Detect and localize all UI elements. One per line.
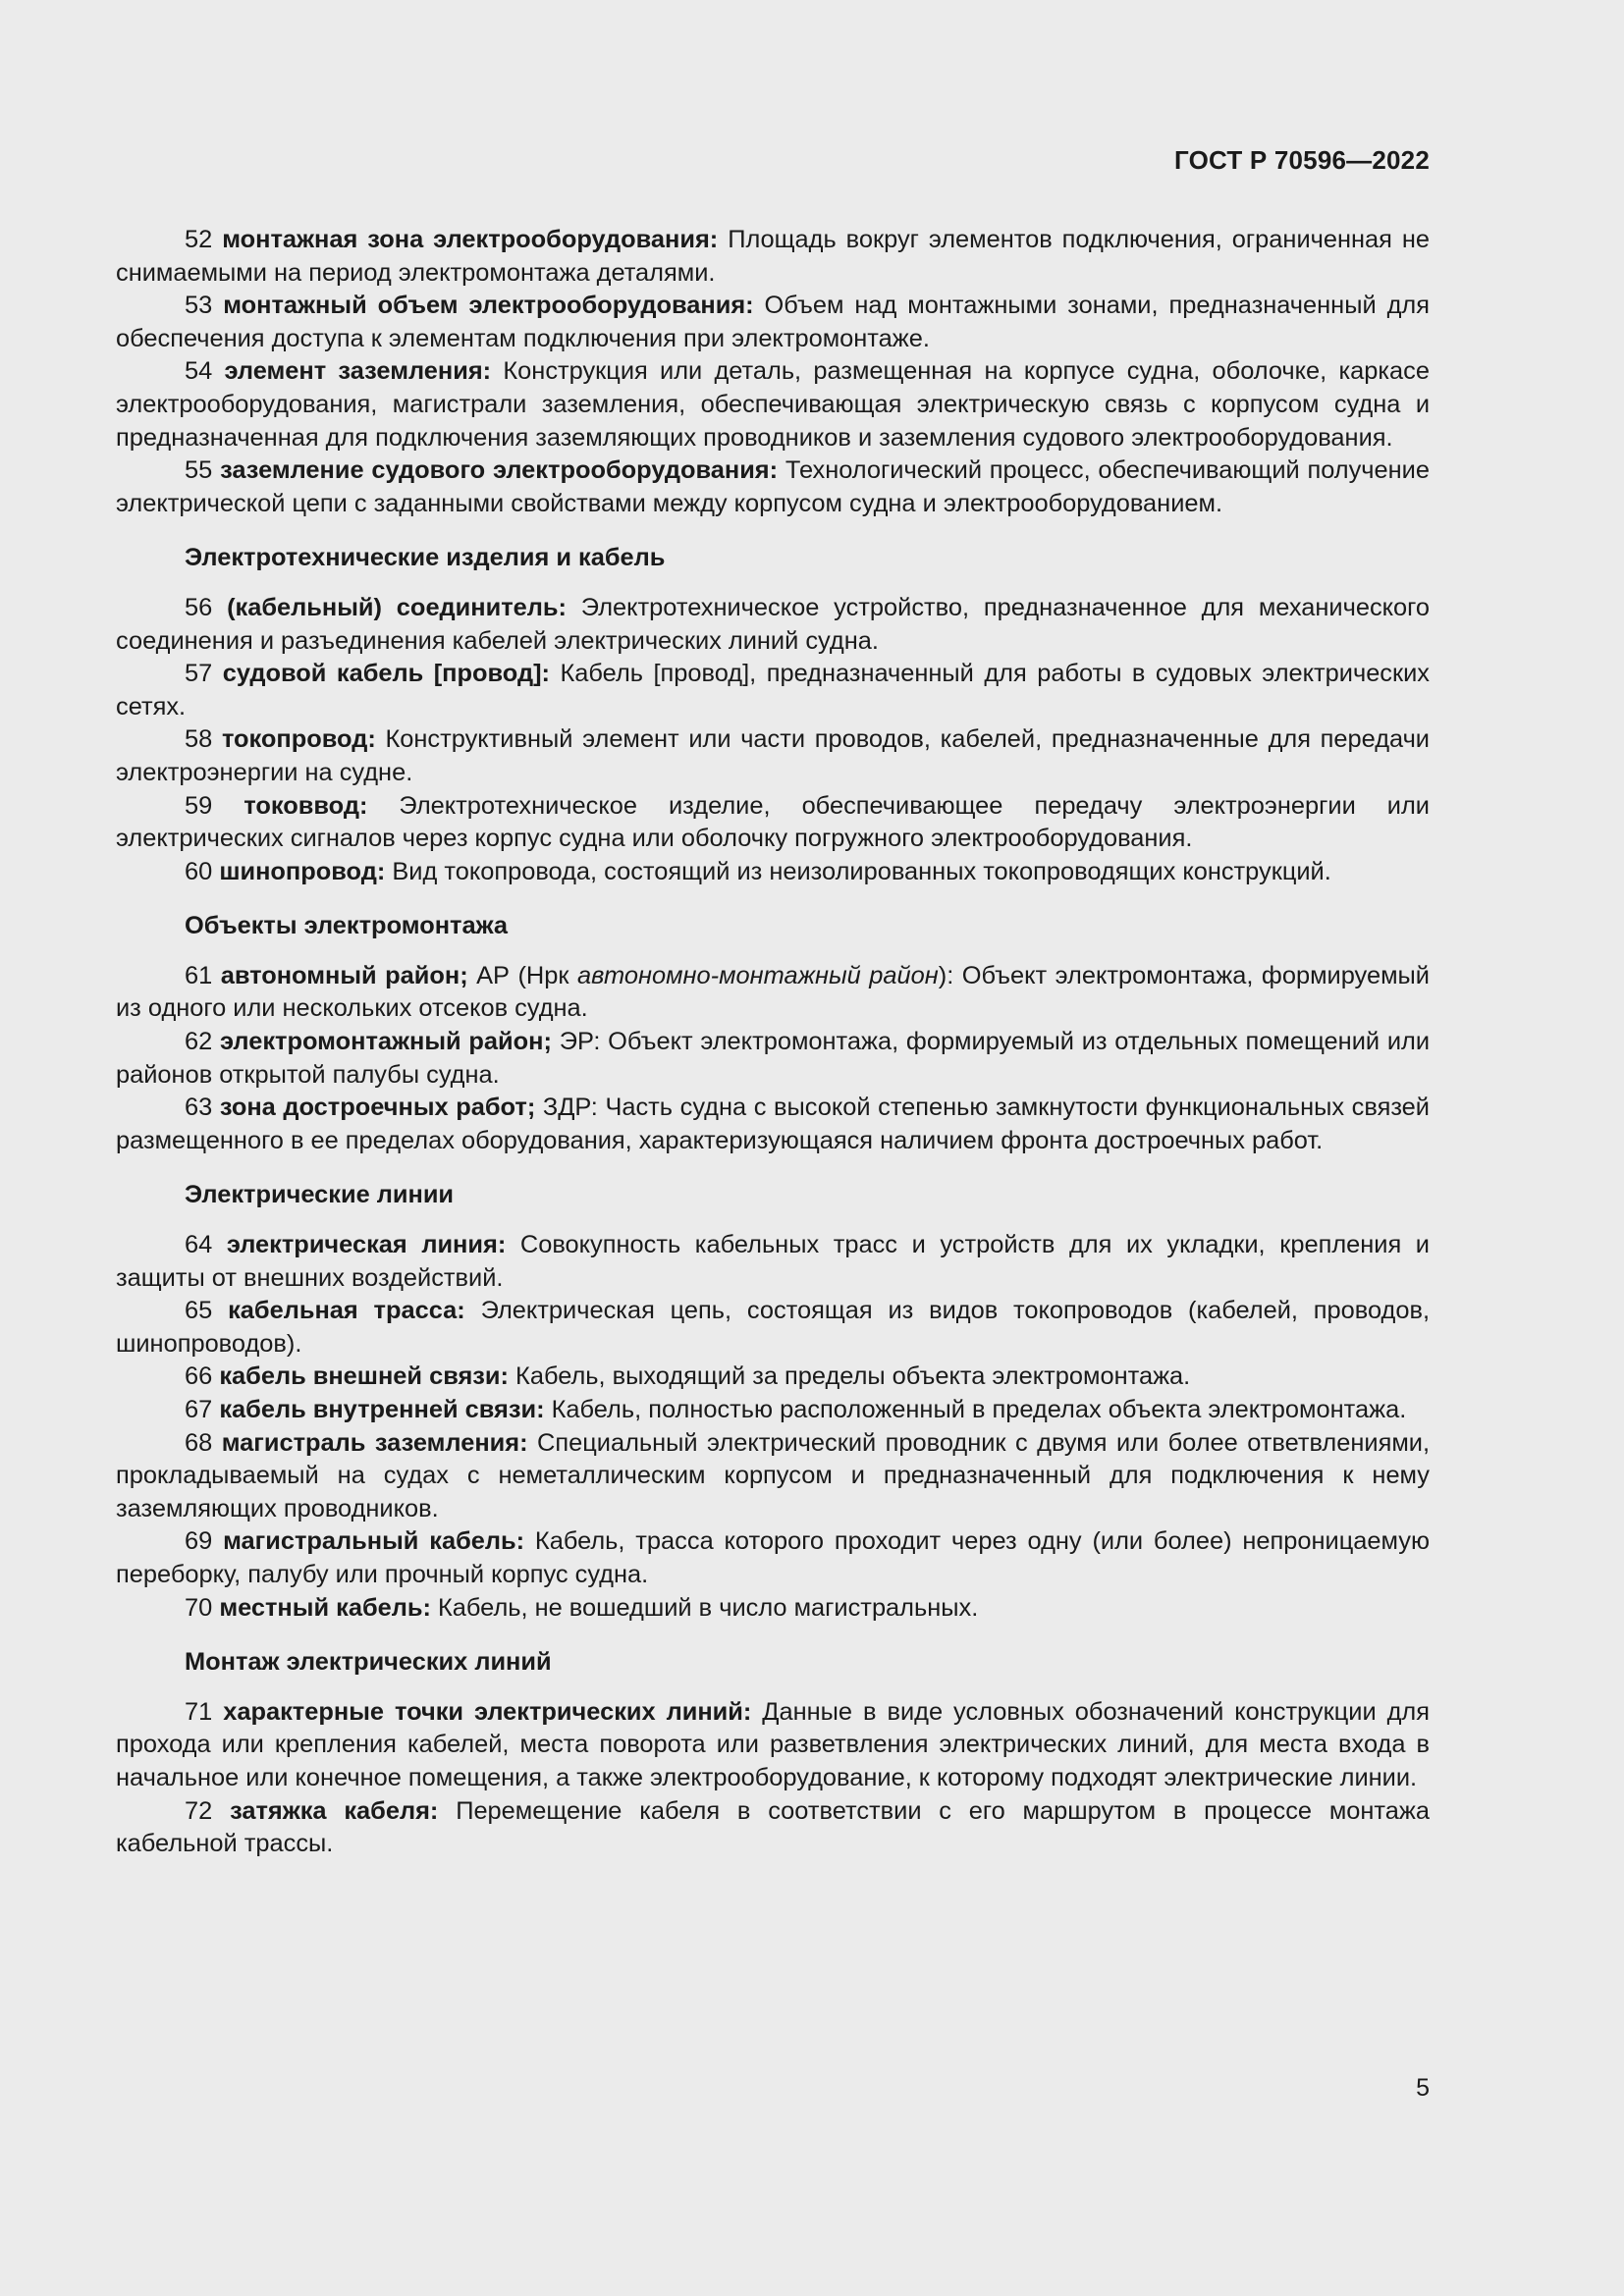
term-number: 61 xyxy=(185,961,213,989)
term-entry-72 xyxy=(116,1795,1430,1861)
term-name: кабель внешней связи: xyxy=(219,1362,509,1391)
section-heading-line-installation: Монтаж электрических линий xyxy=(185,1648,552,1677)
term-number: 70 xyxy=(185,1593,213,1622)
term-name: электромонтажный район; xyxy=(220,1028,552,1056)
document-body xyxy=(116,224,1430,1861)
term-entry-63 xyxy=(116,1092,1430,1157)
term-definition: Кабель, выходящий за пределы объекта электромонтажа. xyxy=(508,1362,1191,1391)
term-entry-58 xyxy=(116,723,1430,789)
term-name: токопровод: xyxy=(221,725,376,754)
term-number: 60 xyxy=(185,857,213,885)
term-definition: Конструктивный элемент или части проводов, кабелей, предназначенные для передачи электроэнергии на судне. xyxy=(116,725,1430,786)
term-number: 65 xyxy=(185,1297,213,1325)
term-number: 62 xyxy=(185,1028,213,1056)
term-entry-67 xyxy=(116,1394,1430,1427)
document-code-header: ГОСТ Р 70596—2022 xyxy=(1174,145,1430,175)
term-number: 64 xyxy=(185,1231,213,1259)
term-number: 52 xyxy=(185,226,213,253)
term-entry-68 xyxy=(116,1427,1430,1526)
term-definition: Перемещение кабеля в соответствии с его маршрутом в процессе монтажа кабельной трассы. xyxy=(116,1796,1430,1858)
term-definition: Объем над монтажными зонами, предназначенный для обеспечения доступа к элементам подключения при электромонтаже. xyxy=(116,292,1430,352)
term-name: (кабельный) соединитель: xyxy=(227,593,567,621)
term-entry-64 xyxy=(116,1229,1430,1295)
term-name: заземление судового электрооборудования: xyxy=(220,456,779,485)
term-definition: Электрическая цепь, состоящая из видов токопроводов (кабелей, проводов, шинопроводов). xyxy=(116,1297,1431,1358)
term-definition: Кабель [провод], предназначенный для работы в судовых электрических сетях. xyxy=(116,660,1430,721)
term-entry-54 xyxy=(116,355,1430,454)
term-name: токоввод: xyxy=(244,791,368,820)
term-name: кабель внутренней связи: xyxy=(219,1396,545,1423)
term-name: судовой кабель [провод]: xyxy=(222,660,551,688)
term-number: 71 xyxy=(185,1697,213,1726)
term-number: 68 xyxy=(185,1428,213,1457)
term-number: 59 xyxy=(185,791,213,820)
section-heading-installation-objects: Объекты электромонтажа xyxy=(185,912,509,940)
term-definition: Конструкция или деталь, размещенная на корпусе судна, оболочке, каркасе электрооборудования, магистрали заземления, обеспечивающая электрическую связь с корпусом судна и предназначенная для подключения заземляющих проводников и заземления судового электрооборудования. xyxy=(116,357,1430,452)
term-definition: Специальный электрический проводник с двумя или более ответвлениями, прокладываемый на судах с неметаллическим корпусом и предназначенный для подключения к нему заземляющих проводников. xyxy=(116,1428,1431,1522)
term-definition-pre: АР (Нрк xyxy=(467,961,577,989)
term-definition: Площадь вокруг элементов подключения, ограниченная не снимаемыми на период электромонтажа деталями. xyxy=(116,226,1430,287)
term-entry-70 xyxy=(116,1592,1430,1626)
term-name: магистральный кабель: xyxy=(223,1527,525,1556)
term-definition: ЗДР: Часть судна с высокой степенью замкнутости функциональных связей размещенного в ее пределах оборудования, характеризующаяся наличием фронта достроечных работ. xyxy=(116,1094,1430,1154)
term-number: 54 xyxy=(185,357,213,386)
term-name: шинопровод: xyxy=(219,857,386,885)
term-entry-60 xyxy=(116,856,1430,889)
term-number: 69 xyxy=(185,1527,213,1556)
term-deprecated-synonym: автономно-монтажный район xyxy=(576,961,939,989)
term-entry-66 xyxy=(116,1361,1430,1394)
term-name: зона достроечных работ; xyxy=(219,1094,536,1122)
term-name: местный кабель: xyxy=(219,1593,431,1622)
term-number: 63 xyxy=(185,1094,213,1122)
term-definition: Кабель, трасса которого проходит через одну (или более) непроницаемую переборку, палубу или прочный корпус судна. xyxy=(116,1527,1431,1588)
term-entry-62 xyxy=(116,1026,1430,1092)
term-definition: Кабель, не вошедший в число магистральных. xyxy=(430,1593,979,1622)
term-number: 72 xyxy=(185,1796,213,1825)
term-number: 58 xyxy=(185,725,213,754)
section-heading-electrical-lines: Электрические линии xyxy=(185,1181,455,1209)
term-name: затяжка кабеля: xyxy=(230,1796,439,1825)
term-number: 67 xyxy=(185,1396,213,1423)
term-definition-post: ): Объект электромонтажа, формируемый из одного или нескольких отсеков судна. xyxy=(116,961,1430,1023)
term-name: элемент заземления: xyxy=(224,357,492,386)
term-definition: Кабель, полностью расположенный в пределах объекта электромонтажа. xyxy=(544,1396,1407,1423)
term-name: монтажный объем электрооборудования: xyxy=(223,292,754,320)
term-entry-52 xyxy=(116,224,1430,290)
term-number: 56 xyxy=(185,593,213,621)
term-entry-69 xyxy=(116,1525,1430,1591)
term-name: кабельная трасса: xyxy=(228,1297,465,1325)
term-definition: ЭР: Объект электромонтажа, формируемый из отдельных помещений или районов открытой палубы судна. xyxy=(116,1028,1430,1089)
term-number: 53 xyxy=(185,292,213,320)
term-entry-65 xyxy=(116,1295,1430,1361)
term-entry-71 xyxy=(116,1696,1430,1795)
page-number: 5 xyxy=(1416,2074,1430,2102)
term-definition: Данные в виде условных обозначений конструкции для прохода или крепления кабелей, места поворота или разветвления электрических линий, для места входа в начальное или конечное помещения, а также электрооборудование, к которому подходят электрические линии. xyxy=(116,1697,1430,1791)
term-entry-55 xyxy=(116,454,1430,520)
term-entry-53 xyxy=(116,290,1430,355)
term-entry-59 xyxy=(116,790,1430,856)
term-name: монтажная зона электрооборудования: xyxy=(222,226,719,253)
term-name: характерные точки электрических линий: xyxy=(223,1697,752,1726)
term-definition: Электротехническое изделие, обеспечивающее передачу электроэнергии или электрических сигналов через корпус судна или оболочку погружного электрооборудования. xyxy=(116,791,1430,853)
term-definition: Технологический процесс, обеспечивающий получение электрической цепи с заданными свойствами между корпусом судна и электрооборудованием. xyxy=(116,456,1430,517)
term-number: 66 xyxy=(185,1362,213,1391)
term-number: 57 xyxy=(185,660,213,688)
term-definition: Электротехническое устройство, предназначенное для механического соединения и разъединения кабелей электрических линий судна. xyxy=(116,593,1430,655)
section-heading-electrical-products: Электротехнические изделия и кабель xyxy=(185,544,666,572)
term-name: электрическая линия: xyxy=(226,1231,507,1259)
term-name: автономный район; xyxy=(220,961,468,989)
term-definition: Вид токопровода, состоящий из неизолированных токопроводящих конструкций. xyxy=(385,857,1331,885)
term-name: магистраль заземления: xyxy=(221,1428,528,1457)
term-definition: Совокупность кабельных трасс и устройств для их укладки, крепления и защиты от внешних воздействий. xyxy=(116,1231,1430,1292)
term-number: 55 xyxy=(185,456,213,485)
term-entry-56 xyxy=(116,592,1430,658)
term-entry-57 xyxy=(116,658,1430,723)
term-entry-61 xyxy=(116,960,1430,1026)
